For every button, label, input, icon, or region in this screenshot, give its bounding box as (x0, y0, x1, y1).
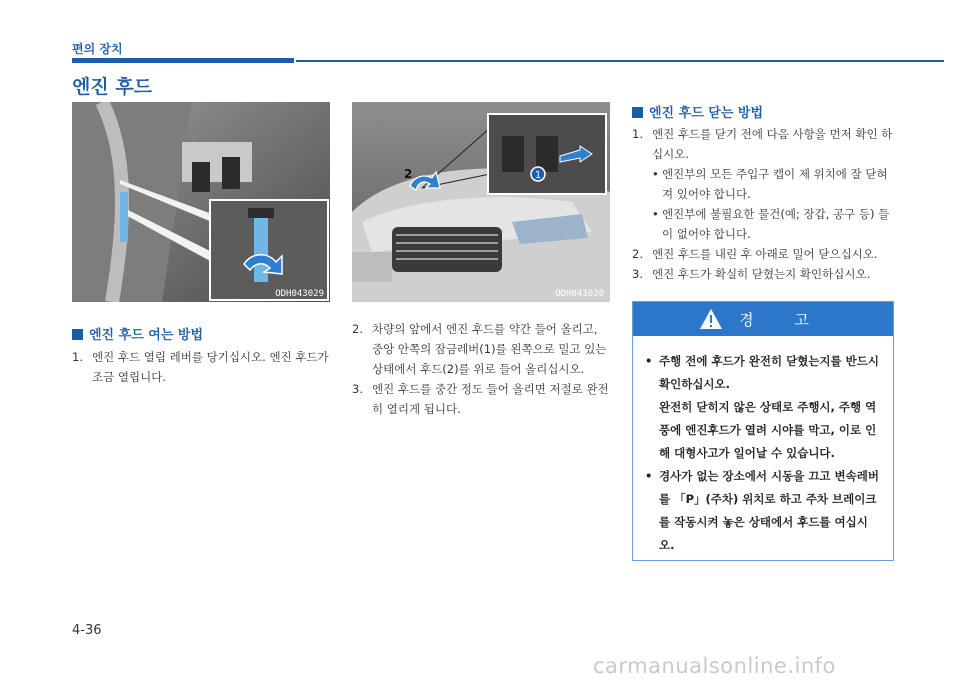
warning-text: 주행 전에 후드가 완전히 닫혔는지를 반드시 확인하십시오. (659, 354, 879, 391)
warning-box (632, 301, 894, 561)
warning-triangle-icon (699, 308, 723, 330)
list-item: • 엔진부의 모든 주입구 캡이 제 위치에 잘 닫혀져 있어야 합니다. (652, 167, 888, 201)
list-item: • 주행 전에 후드가 완전히 닫혔는지를 반드시 확인하십시오. 완전히 닫히지 않은 상태로 주행시, 주행 역풍에 엔진후드가 열려 시야를 막고, 이로 인해 대형사고가 일어날 수 있습니다. (645, 354, 879, 460)
step-number: 2. (352, 322, 363, 336)
header-bar-thin (296, 60, 944, 62)
warning-text: 경사가 없는 장소에서 시동을 끄고 변속레버를 「P」(주차) 위치로 하고 주차 브레이크를 작동시켜 놓은 상태에서 후드를 여십시오. (659, 469, 879, 552)
callout-2: 2 (404, 167, 413, 181)
step-text: 엔진 후드가 확실히 닫혔는지 확인하십시오. (652, 267, 871, 281)
close-heading (632, 102, 763, 121)
car-hood-photo (352, 102, 610, 302)
step-number: 2. (632, 247, 643, 261)
close-heading-text: 엔진 후드 닫는 방법 (649, 106, 764, 121)
warning-text: 완전히 닫히지 않은 상태로 주행시, 주행 역풍에 엔진후드가 열려 시야를 막고, 이로 인해 대형사고가 일어날 수 있습니다. (659, 400, 877, 460)
step-text: 엔진 후드를 닫기 전에 다음 사항을 먼저 확인 하십시오. (652, 127, 893, 161)
image-code: ODH043029 (275, 289, 324, 299)
step-number: 1. (632, 127, 643, 141)
step-text: 엔진 후드 열림 레버를 당기십시오. 엔진 후드가 조금 열립니다. (92, 350, 329, 384)
step-text: 엔진 후드를 내린 후 아래로 밀어 닫으십시오. (652, 247, 878, 261)
open-step-1 (72, 347, 330, 387)
warning-body (633, 336, 893, 557)
list-item (632, 124, 894, 164)
warning-header (633, 302, 893, 336)
list-item (72, 347, 330, 387)
page-number: 4-36 (72, 623, 102, 638)
watermark: carmanualsonline.info (593, 654, 836, 678)
warning-title: 경 고 (739, 310, 827, 329)
open-heading-text: 엔진 후드 여는 방법 (89, 328, 204, 343)
list-item (352, 319, 610, 379)
section-label: 편의 장치 (72, 42, 123, 56)
heading-square-icon (72, 329, 83, 340)
close-steps (632, 124, 894, 284)
step-text: 엔진 후드를 중간 정도 들어 올리면 저절로 완전히 열리게 됩니다. (372, 382, 609, 416)
step-number: 3. (352, 382, 363, 396)
open-heading (72, 324, 203, 343)
step-number: 3. (632, 267, 643, 281)
step-text: 차량의 앞에서 엔진 후드를 약간 들어 올리고, 중앙 안쪽의 잠금레버(1)를 왼쪽으로 밀고 있는 상태에서 후드(2)를 위로 들어 올리십시오. (372, 322, 607, 376)
image-code: ODH043030 (555, 289, 604, 299)
list-item: • 엔진부에 불필요한 물건(예; 장갑, 공구 등) 들이 없어야 합니다. (652, 207, 890, 241)
header-bar-thick (72, 58, 294, 63)
page-title: 엔진 후드 (72, 76, 153, 98)
step-number: 1. (72, 350, 83, 364)
list-item (632, 264, 894, 284)
heading-square-icon (632, 107, 643, 118)
list-item (352, 379, 610, 419)
callout-1: 1 (534, 170, 542, 181)
list-item (632, 244, 894, 264)
bullet-text: 엔진부에 불필요한 물건(예; 장갑, 공구 등) 들이 없어야 합니다. (662, 207, 890, 241)
hood-release-photo (72, 102, 330, 302)
bullet-text: 엔진부의 모든 주입구 캡이 제 위치에 잘 닫혀져 있어야 합니다. (662, 167, 888, 201)
list-item: • 경사가 없는 장소에서 시동을 끄고 변속레버를 「P」(주차) 위치로 하고 주차 브레이크를 작동시켜 놓은 상태에서 후드를 여십시오. (645, 469, 879, 552)
open-steps-2-3 (352, 319, 610, 419)
